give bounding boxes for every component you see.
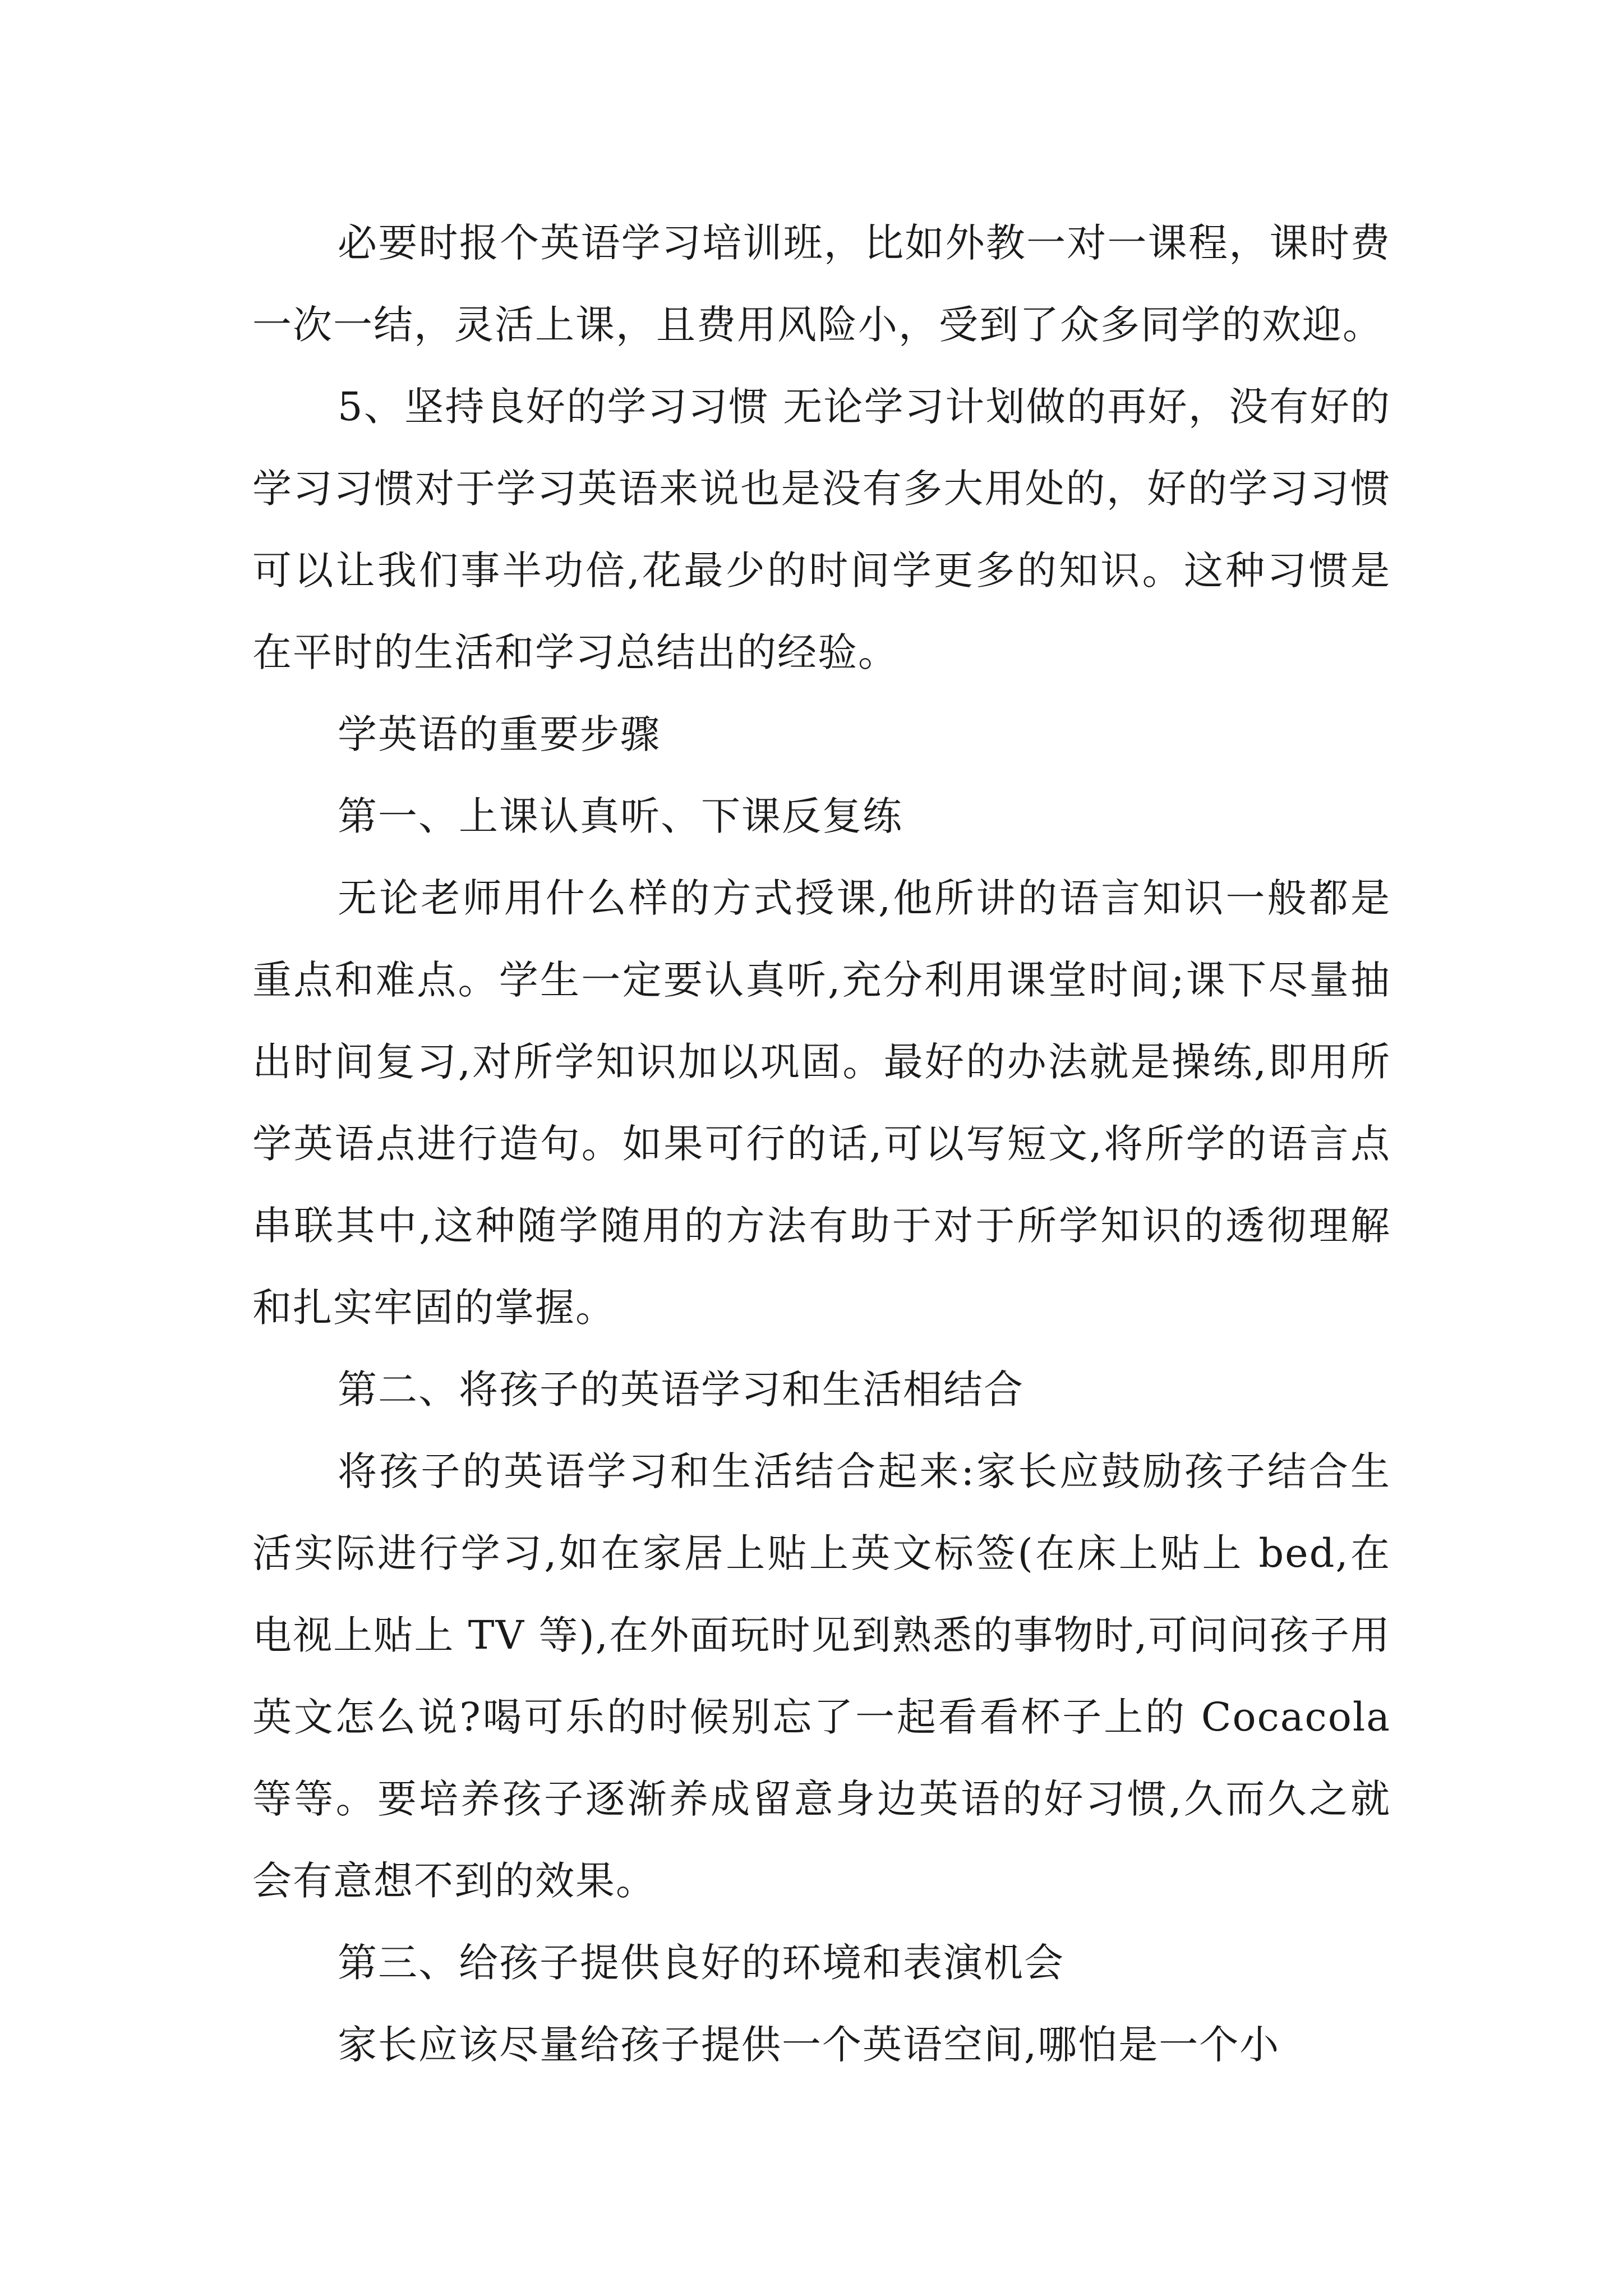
section-heading-steps: 学英语的重要步骤 [338, 711, 661, 757]
document-body [252, 202, 1391, 2086]
step-heading-2: 第二、将孩子的英语学习和生活相结合 [338, 1366, 1024, 1412]
paragraph-step-1: 无论老师用什么样的方式授课,他所讲的语言知识一般都是重点和难点。学生一定要认真听,充分利用课堂时间;课下尽量抽出时间复习,对所学知识加以巩固。最好的办法就是操练,即用所学英语点进行造句。如果可行的话,可以写短文,将所学的语言点串联其中,这种随学随用的方法有助于对于所学知识的透彻理解和扎实牢固的掌握。 [252, 875, 1391, 1331]
paragraph-study-habits: 5、坚持良好的学习习惯 无论学习计划做的再好，没有好的学习习惯对于学习英语来说也是没有多大用处的，好的学习习惯可以让我们事半功倍,花最少的时间学更多的知识。这种习惯是在平时的生活和学习总结出的经验。 [252, 384, 1391, 675]
paragraph-step-2: 将孩子的英语学习和生活结合起来:家长应鼓励孩子结合生活实际进行学习,如在家居上贴上英文标签(在床上贴上 bed,在电视上贴上 TV 等),在外面玩时见到熟悉的事物时,可问问孩子用英文怎么说?喝可乐的时候别忘了一起看看杯子上的 Cocacola 等等。要培养孩子逐渐养成留意身边英语的好习惯,久而久之就会有意想不到的效果。 [252, 1448, 1391, 1904]
paragraph-training-class: 必要时报个英语学习培训班，比如外教一对一课程，课时费一次一结，灵活上课，且费用风险小，受到了众多同学的欢迎。 [252, 220, 1391, 348]
step-heading-1: 第一、上课认真听、下课反复练 [338, 793, 903, 839]
paragraph-step-3: 家长应该尽量给孩子提供一个英语空间,哪怕是一个小 [338, 2022, 1280, 2068]
step-heading-3: 第三、给孩子提供良好的环境和表演机会 [338, 1940, 1064, 1986]
